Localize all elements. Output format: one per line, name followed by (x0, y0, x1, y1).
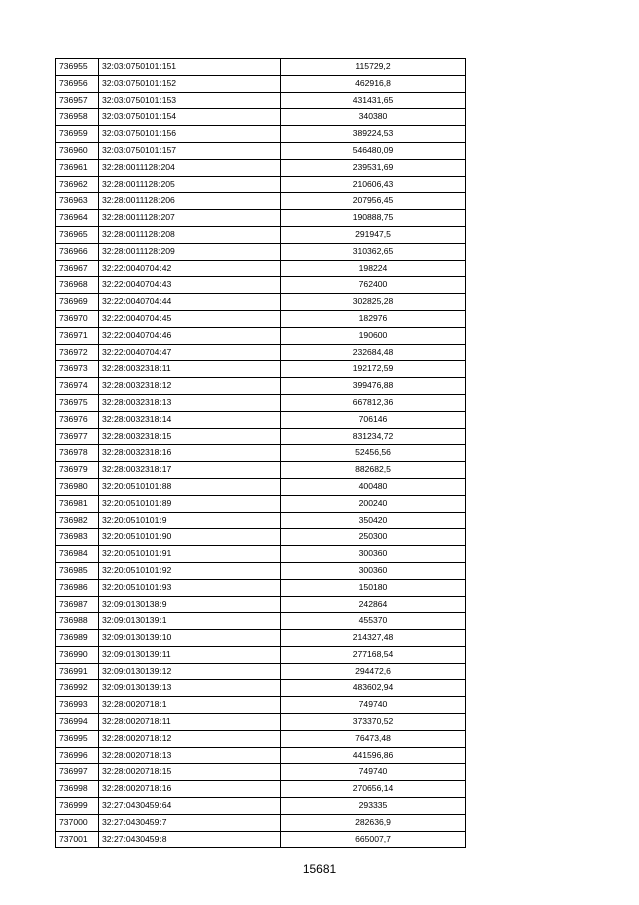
cadastral-number-cell: 32:28:0020718:11 (99, 714, 281, 731)
table-row (56, 92, 466, 109)
table-row (56, 579, 466, 596)
value-cell: 214327,48 (281, 630, 466, 647)
record-id-cell: 736979 (56, 462, 99, 479)
value-cell: 293335 (281, 798, 466, 815)
value-cell: 462916,8 (281, 75, 466, 92)
value-cell: 400480 (281, 478, 466, 495)
cadastral-number-cell: 32:20:0510101:91 (99, 546, 281, 563)
cadastral-number-cell: 32:28:0011128:205 (99, 176, 281, 193)
cadastral-number-cell: 32:28:0032318:17 (99, 462, 281, 479)
record-id-cell: 736980 (56, 478, 99, 495)
table-body (56, 59, 466, 848)
record-id-cell: 736962 (56, 176, 99, 193)
record-id-cell: 736961 (56, 159, 99, 176)
value-cell: 749740 (281, 697, 466, 714)
cadastral-number-cell: 32:28:0011128:206 (99, 193, 281, 210)
table-row (56, 478, 466, 495)
cadastral-number-cell: 32:28:0032318:15 (99, 428, 281, 445)
cadastral-number-cell: 32:28:0032318:12 (99, 378, 281, 395)
cadastral-number-cell: 32:28:0011128:208 (99, 226, 281, 243)
cadastral-number-cell: 32:28:0020718:12 (99, 730, 281, 747)
cadastral-number-cell: 32:28:0032318:16 (99, 445, 281, 462)
cadastral-number-cell: 32:27:0430459:7 (99, 814, 281, 831)
cadastral-number-cell: 32:20:0510101:88 (99, 478, 281, 495)
record-id-cell: 736986 (56, 579, 99, 596)
cadastral-number-cell: 32:09:0130139:12 (99, 663, 281, 680)
record-id-cell: 736991 (56, 663, 99, 680)
value-cell: 373370,52 (281, 714, 466, 731)
cadastral-number-cell: 32:28:0032318:13 (99, 394, 281, 411)
record-id-cell: 736997 (56, 764, 99, 781)
cadastral-number-cell: 32:28:0011128:209 (99, 243, 281, 260)
record-id-cell: 736976 (56, 411, 99, 428)
table-row (56, 747, 466, 764)
table-row (56, 730, 466, 747)
table-row (56, 159, 466, 176)
value-cell: 706146 (281, 411, 466, 428)
cadastral-number-cell: 32:20:0510101:89 (99, 495, 281, 512)
record-id-cell: 736978 (56, 445, 99, 462)
table-row (56, 210, 466, 227)
cadastral-number-cell: 32:28:0020718:13 (99, 747, 281, 764)
value-cell: 291947,5 (281, 226, 466, 243)
cadastral-number-cell: 32:22:0040704:46 (99, 327, 281, 344)
record-id-cell: 736958 (56, 109, 99, 126)
record-id-cell: 736995 (56, 730, 99, 747)
table-row (56, 327, 466, 344)
record-id-cell: 736999 (56, 798, 99, 815)
table-row (56, 764, 466, 781)
cadastral-number-cell: 32:20:0510101:93 (99, 579, 281, 596)
record-id-cell: 736970 (56, 310, 99, 327)
record-id-cell: 736964 (56, 210, 99, 227)
value-cell: 294472,6 (281, 663, 466, 680)
value-cell: 250300 (281, 529, 466, 546)
value-cell: 389224,53 (281, 126, 466, 143)
table-row (56, 697, 466, 714)
record-id-cell: 736982 (56, 512, 99, 529)
value-cell: 667812,36 (281, 394, 466, 411)
value-cell: 239531,69 (281, 159, 466, 176)
table-row (56, 59, 466, 76)
value-cell: 270656,14 (281, 781, 466, 798)
table-row (56, 781, 466, 798)
cadastral-number-cell: 32:03:0750101:153 (99, 92, 281, 109)
value-cell: 546480,09 (281, 142, 466, 159)
table-row (56, 646, 466, 663)
record-id-cell: 736985 (56, 562, 99, 579)
value-cell: 431431,65 (281, 92, 466, 109)
table-row (56, 176, 466, 193)
cadastral-value-table (55, 58, 466, 848)
table-row (56, 529, 466, 546)
cadastral-number-cell: 32:09:0130139:11 (99, 646, 281, 663)
table-row (56, 680, 466, 697)
table-row (56, 546, 466, 563)
record-id-cell: 736959 (56, 126, 99, 143)
value-cell: 115729,2 (281, 59, 466, 76)
record-id-cell: 736977 (56, 428, 99, 445)
value-cell: 831234,72 (281, 428, 466, 445)
table-row (56, 495, 466, 512)
cadastral-number-cell: 32:27:0430459:64 (99, 798, 281, 815)
value-cell: 52456,56 (281, 445, 466, 462)
record-id-cell: 736960 (56, 142, 99, 159)
value-cell: 190888,75 (281, 210, 466, 227)
record-id-cell: 736967 (56, 260, 99, 277)
table-row (56, 109, 466, 126)
cadastral-number-cell: 32:09:0130138:9 (99, 596, 281, 613)
table-row (56, 596, 466, 613)
table-row (56, 798, 466, 815)
table-row (56, 445, 466, 462)
cadastral-number-cell: 32:28:0011128:207 (99, 210, 281, 227)
table-row (56, 361, 466, 378)
value-cell: 455370 (281, 613, 466, 630)
table-row (56, 428, 466, 445)
value-cell: 882682,5 (281, 462, 466, 479)
table-row (56, 126, 466, 143)
value-cell: 232684,48 (281, 344, 466, 361)
value-cell: 399476,88 (281, 378, 466, 395)
record-id-cell: 736984 (56, 546, 99, 563)
table-row (56, 75, 466, 92)
table-row (56, 613, 466, 630)
value-cell: 190600 (281, 327, 466, 344)
record-id-cell: 736990 (56, 646, 99, 663)
table-row (56, 462, 466, 479)
cadastral-number-cell: 32:22:0040704:43 (99, 277, 281, 294)
table-row (56, 378, 466, 395)
record-id-cell: 736988 (56, 613, 99, 630)
cadastral-number-cell: 32:28:0011128:204 (99, 159, 281, 176)
value-cell: 210606,43 (281, 176, 466, 193)
table-row (56, 243, 466, 260)
table-row (56, 831, 466, 848)
value-cell: 282636,9 (281, 814, 466, 831)
table-row (56, 226, 466, 243)
value-cell: 665007,7 (281, 831, 466, 848)
value-cell: 300360 (281, 546, 466, 563)
cadastral-number-cell: 32:27:0430459:8 (99, 831, 281, 848)
table-row (56, 512, 466, 529)
table-row (56, 630, 466, 647)
cadastral-number-cell: 32:22:0040704:47 (99, 344, 281, 361)
table-row (56, 294, 466, 311)
cadastral-number-cell: 32:20:0510101:9 (99, 512, 281, 529)
record-id-cell: 736975 (56, 394, 99, 411)
record-id-cell: 736956 (56, 75, 99, 92)
record-id-cell: 736983 (56, 529, 99, 546)
record-id-cell: 736987 (56, 596, 99, 613)
record-id-cell: 736957 (56, 92, 99, 109)
value-cell: 310362,65 (281, 243, 466, 260)
record-id-cell: 736981 (56, 495, 99, 512)
cadastral-number-cell: 32:03:0750101:154 (99, 109, 281, 126)
table-row (56, 344, 466, 361)
value-cell: 300360 (281, 562, 466, 579)
cadastral-number-cell: 32:03:0750101:152 (99, 75, 281, 92)
cadastral-number-cell: 32:09:0130139:1 (99, 613, 281, 630)
record-id-cell: 736998 (56, 781, 99, 798)
value-cell: 350420 (281, 512, 466, 529)
table-row (56, 714, 466, 731)
cadastral-number-cell: 32:28:0020718:1 (99, 697, 281, 714)
cadastral-number-cell: 32:28:0020718:15 (99, 764, 281, 781)
record-id-cell: 736955 (56, 59, 99, 76)
table-row (56, 814, 466, 831)
record-id-cell: 736971 (56, 327, 99, 344)
value-cell: 340380 (281, 109, 466, 126)
value-cell: 277168,54 (281, 646, 466, 663)
table-row (56, 411, 466, 428)
table-row (56, 663, 466, 680)
value-cell: 302825,28 (281, 294, 466, 311)
record-id-cell: 736993 (56, 697, 99, 714)
record-id-cell: 737000 (56, 814, 99, 831)
value-cell: 150180 (281, 579, 466, 596)
value-cell: 198224 (281, 260, 466, 277)
value-cell: 483602,94 (281, 680, 466, 697)
record-id-cell: 736969 (56, 294, 99, 311)
cadastral-number-cell: 32:03:0750101:157 (99, 142, 281, 159)
cadastral-number-cell: 32:20:0510101:90 (99, 529, 281, 546)
value-cell: 441596,86 (281, 747, 466, 764)
value-cell: 200240 (281, 495, 466, 512)
record-id-cell: 736973 (56, 361, 99, 378)
table-row (56, 142, 466, 159)
cadastral-number-cell: 32:03:0750101:151 (99, 59, 281, 76)
cadastral-number-cell: 32:03:0750101:156 (99, 126, 281, 143)
cadastral-number-cell: 32:20:0510101:92 (99, 562, 281, 579)
value-cell: 192172,59 (281, 361, 466, 378)
table-row (56, 310, 466, 327)
record-id-cell: 736968 (56, 277, 99, 294)
cadastral-number-cell: 32:09:0130139:13 (99, 680, 281, 697)
table-row (56, 562, 466, 579)
cadastral-number-cell: 32:22:0040704:45 (99, 310, 281, 327)
page-number: 15681 (302, 862, 337, 876)
table-row (56, 260, 466, 277)
record-id-cell: 736972 (56, 344, 99, 361)
value-cell: 76473,48 (281, 730, 466, 747)
value-cell: 182976 (281, 310, 466, 327)
table-row (56, 277, 466, 294)
cadastral-number-cell: 32:22:0040704:44 (99, 294, 281, 311)
value-cell: 207956,45 (281, 193, 466, 210)
value-cell: 749740 (281, 764, 466, 781)
record-id-cell: 736989 (56, 630, 99, 647)
cadastral-number-cell: 32:09:0130139:10 (99, 630, 281, 647)
record-id-cell: 736963 (56, 193, 99, 210)
value-cell: 762400 (281, 277, 466, 294)
cadastral-number-cell: 32:28:0032318:11 (99, 361, 281, 378)
record-id-cell: 736966 (56, 243, 99, 260)
record-id-cell: 736996 (56, 747, 99, 764)
value-cell: 242864 (281, 596, 466, 613)
table-row (56, 394, 466, 411)
record-id-cell: 736992 (56, 680, 99, 697)
record-id-cell: 737001 (56, 831, 99, 848)
table-row (56, 193, 466, 210)
cadastral-number-cell: 32:28:0020718:16 (99, 781, 281, 798)
record-id-cell: 736974 (56, 378, 99, 395)
record-id-cell: 736965 (56, 226, 99, 243)
record-id-cell: 736994 (56, 714, 99, 731)
cadastral-number-cell: 32:22:0040704:42 (99, 260, 281, 277)
cadastral-number-cell: 32:28:0032318:14 (99, 411, 281, 428)
